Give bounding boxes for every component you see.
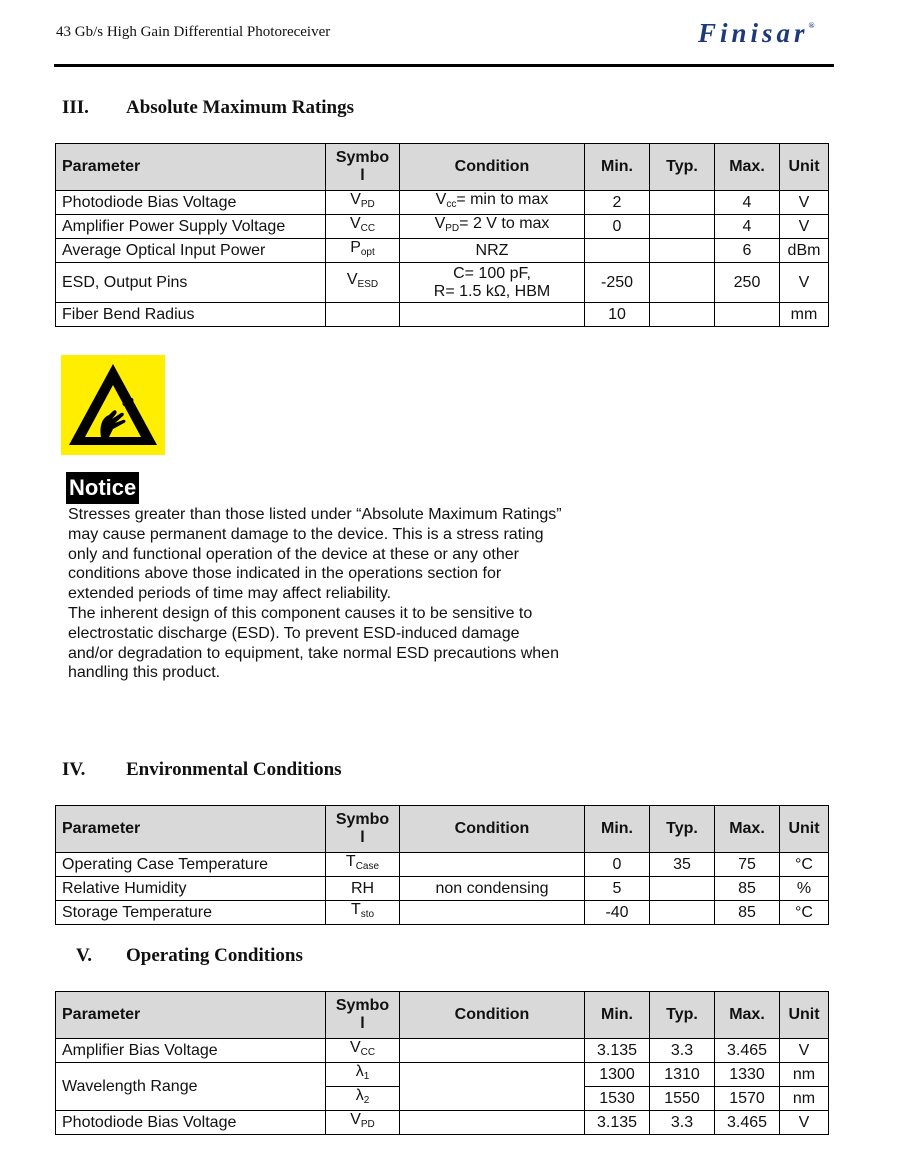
table-row: Wavelength Range $\lambda_1$ 1300 1310 1330 nm <box>56 1063 829 1087</box>
section-heading-env: IV. Environmental Conditions <box>62 759 342 780</box>
oper-table <box>55 991 829 1135</box>
notice-text: Stresses greater than those listed under “Absolute Maximum Ratings” may cause permanent damage to the device. This is a stress rating only and functional operation of the device at these or any other conditions above those indicated in the operations section for extended periods of time may affect reliability. The inherent design of this component causes it to be sensitive to electrostatic discharge (ESD). To prevent ESD-induced damage and/or degradation to equipment, take normal ESD precautions when handling this product. <box>68 506 562 682</box>
table-row: Operating Case Temperature $T_{Case}$ 0 35 75 °C <box>56 853 829 877</box>
amr-table <box>55 143 829 327</box>
env-table <box>55 805 829 925</box>
table-row: Storage Temperature $T_{sto}$ -40 85 °C <box>56 901 829 925</box>
table-row: Amplifier Power Supply Voltage $V_{CC}$ $V_{PD}= 2$ V to max 0 4 V <box>56 215 829 239</box>
table-row: Relative Humidity RH non condensing 5 85 % <box>56 877 829 901</box>
table-header-row: Parameter Symbo l Condition Min. Typ. Max. Unit <box>56 806 829 853</box>
table-header-row: Parameter Symbo l Condition Min. Typ. Max. Unit <box>56 992 829 1039</box>
table-row: $\lambda_2$ 1530 1550 1570 nm <box>56 1087 829 1111</box>
esd-warning-icon <box>61 355 165 455</box>
section-heading-amr: III. Absolute Maximum Ratings <box>62 97 355 118</box>
document-title: 43 Gb/s High Gain Differential Photoreceiver <box>56 24 331 40</box>
section-heading-oper: V. Operating Conditions <box>76 945 303 966</box>
header-rule <box>54 64 834 67</box>
notice-title: Notice <box>66 472 139 504</box>
table-row: ESD, Output Pins $V_{ESD}$ C= 100 pF, R= 1.5 kΩ, HBM -250 250 V <box>56 263 829 303</box>
table-header-row: Parameter Symbo l Condition Min. Typ. Max. Unit <box>56 144 829 191</box>
company-logo: Finisar® <box>698 18 815 48</box>
table-row: Photodiode Bias Voltage $V_{PD}$ $V_{cc}= \min$ to max 2 4 V <box>56 191 829 215</box>
table-row: Fiber Bend Radius 10 mm <box>56 303 829 327</box>
table-row: Amplifier Bias Voltage $V_{CC}$ 3.135 3.3 3.465 V <box>56 1039 829 1063</box>
table-row: Photodiode Bias Voltage $V_{PD}$ 3.135 3.3 3.465 V <box>56 1111 829 1135</box>
table-row: Average Optical Input Power $P_{opt}$ NRZ 6 dBm <box>56 239 829 263</box>
